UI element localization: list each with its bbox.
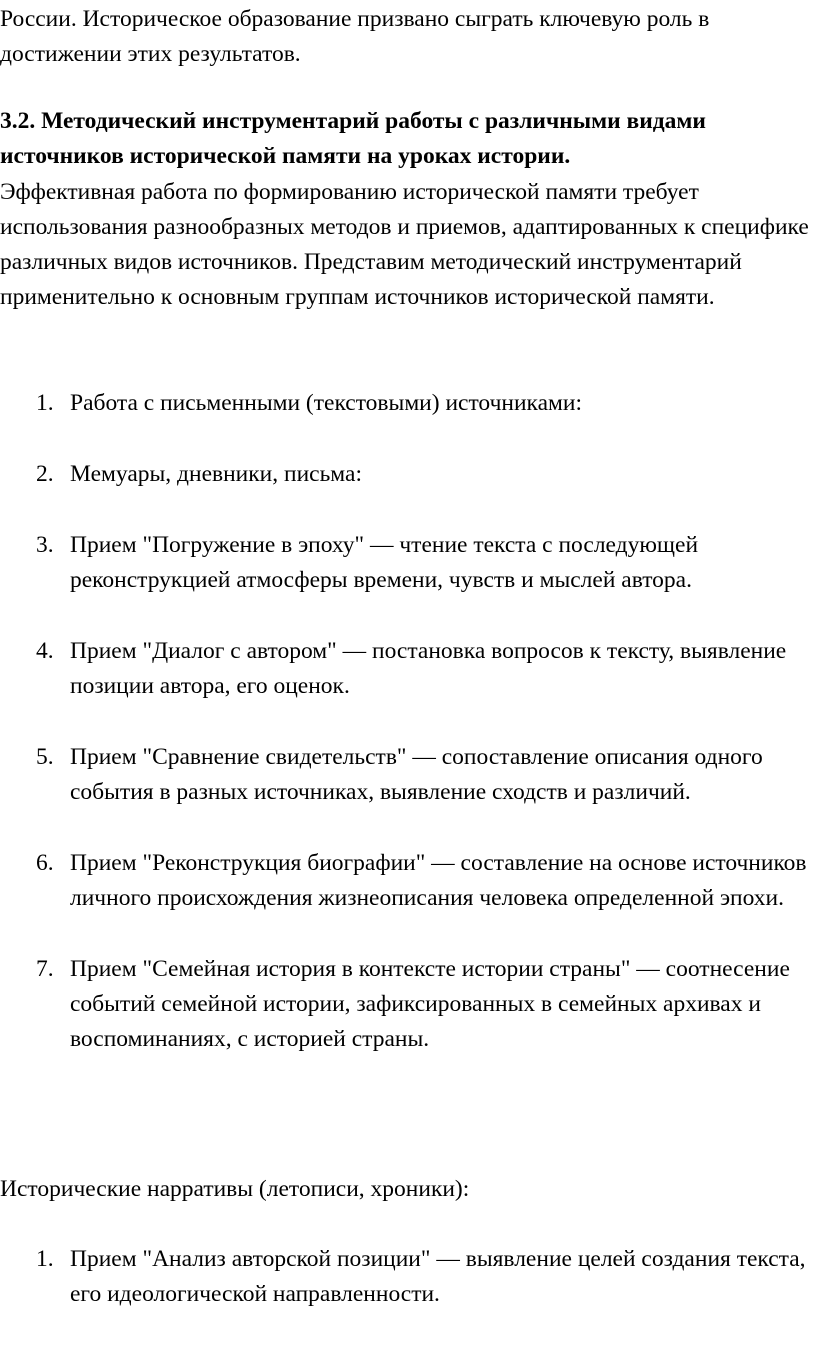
list-number: 6. (36, 850, 54, 876)
list-number: 3. (36, 532, 54, 558)
list-item-text: Прием "Погружение в эпоху" — чтение текста с последующей реконструкцией атмосферы времени, чувств и мыслей автора. (70, 532, 699, 593)
list-item (0, 386, 812, 421)
narratives-list (0, 1242, 812, 1312)
list-item (0, 740, 812, 810)
list-item (0, 1242, 812, 1312)
list-number: 7. (36, 956, 54, 982)
methods-list (0, 386, 812, 1093)
list-item-text: Прием "Реконструкция биографии" — составление на основе источников личного происхождения жизнеописания человека определенной эпохи. (70, 850, 807, 911)
list-number: 4. (36, 638, 54, 664)
list-item (0, 457, 812, 492)
list-number: 5. (36, 744, 54, 770)
list-item-text: Прием "Семейная история в контексте истории страны" — соотнесение событий семейной истории, зафиксированных в семейных архивах и воспоминаниях, с историей страны. (70, 956, 790, 1052)
list-item-text: Прием "Анализ авторской позиции" — выявление целей создания текста, его идеологической направленности. (70, 1246, 806, 1307)
list-number: 1. (36, 1246, 54, 1272)
section-heading: 3.2. Методический инструментарий работы с различными видами источников исторической памяти на уроках истории. (0, 108, 706, 169)
intro-paragraph: России. Историческое образование призвано сыграть ключевую роль в достижении этих результатов. (0, 6, 710, 67)
body-paragraph: Эффективная работа по формированию исторической памяти требует использования разнообразных методов и приемов, адаптированных к специфике различных видов источников. Представим методический инструментарий применительно к основным группам источников исторической памяти. (0, 179, 809, 310)
narratives-subtitle: Исторические нарративы (летописи, хроники): (0, 1176, 470, 1202)
list-item-text: Прием "Сравнение свидетельств" — сопоставление описания одного события в разных источниках, выявление сходств и различий. (70, 744, 763, 805)
list-number: 1. (36, 390, 54, 416)
list-item (0, 846, 812, 916)
list-item (0, 528, 812, 598)
list-item (0, 952, 812, 1057)
list-number: 2. (36, 461, 54, 487)
list-item (0, 634, 812, 704)
list-item-text: Мемуары, дневники, письма: (70, 461, 362, 487)
list-item-text: Прием "Диалог с автором" — постановка вопросов к тексту, выявление позиции автора, его оценок. (70, 638, 787, 699)
list-item-text: Работа с письменными (текстовыми) источниками: (70, 390, 583, 416)
